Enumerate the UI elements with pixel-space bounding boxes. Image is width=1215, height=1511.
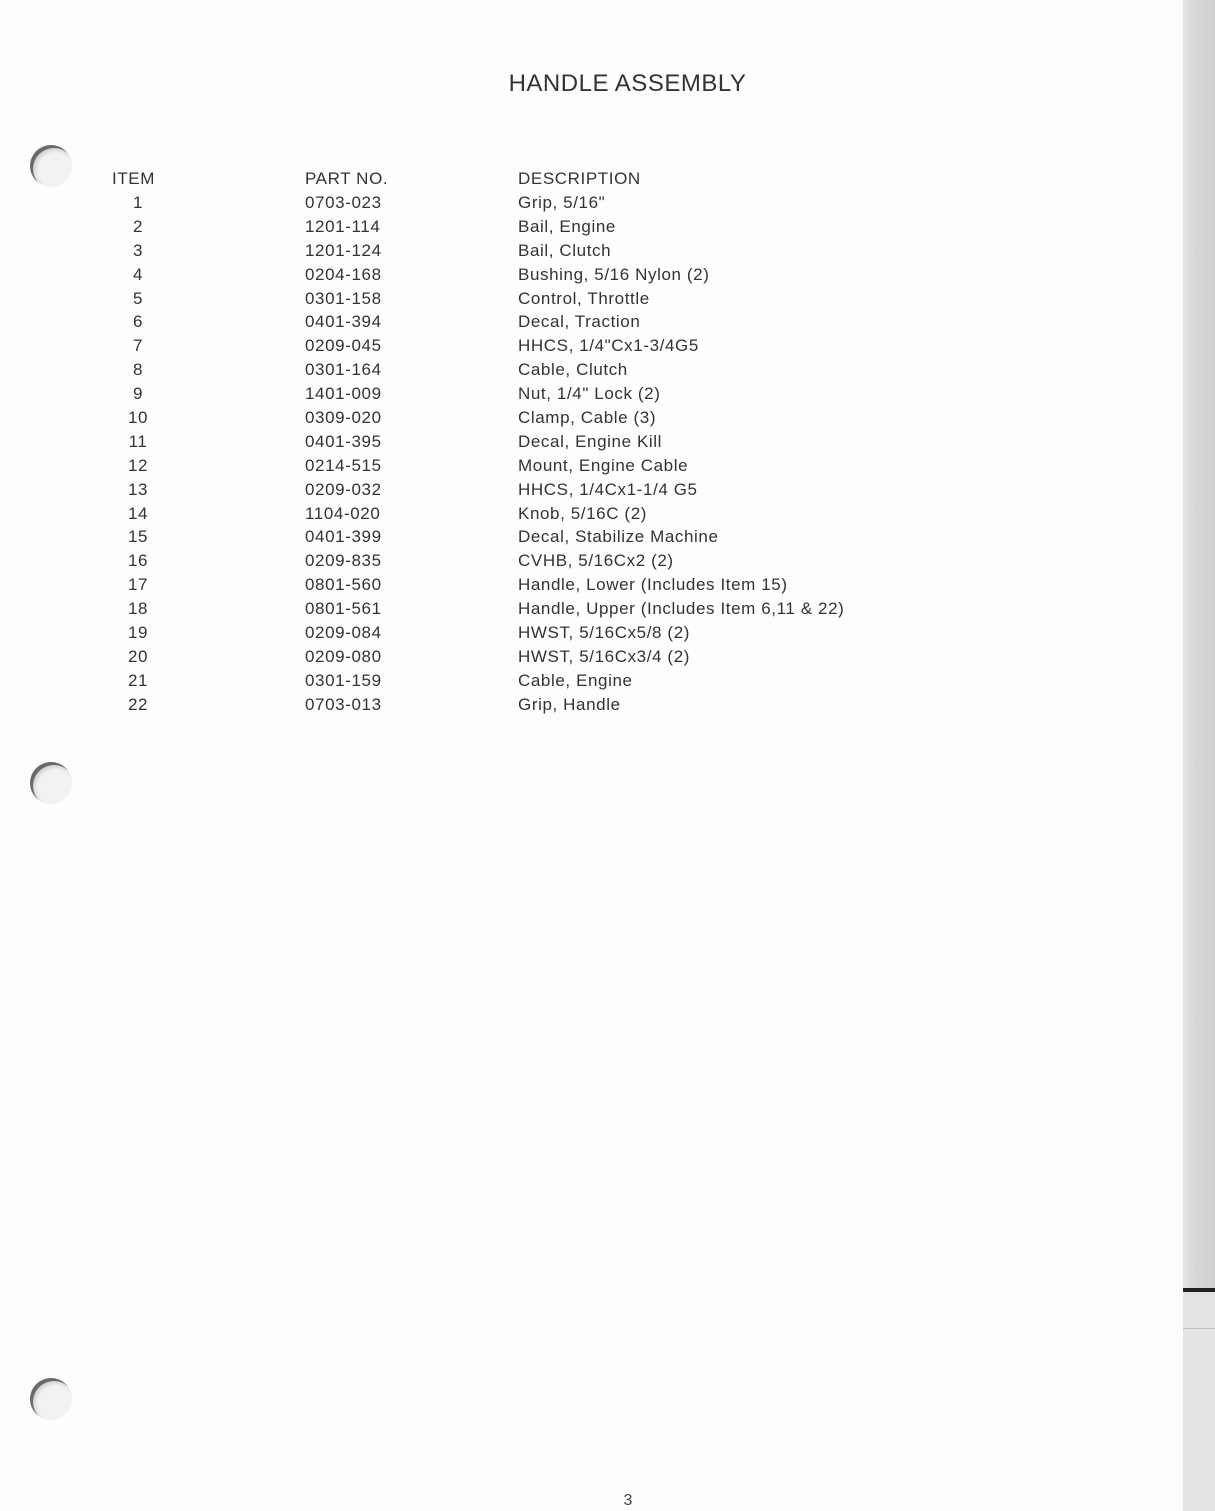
table-row <box>0 456 1100 480</box>
part-number: 0301-164 <box>305 360 382 380</box>
table-row <box>0 599 1100 623</box>
parts-table <box>0 193 1100 719</box>
table-row <box>0 551 1100 575</box>
item-number: 17 <box>127 575 149 595</box>
part-description: Grip, 5/16" <box>518 193 606 212</box>
table-row <box>0 289 1100 313</box>
item-number: 21 <box>127 670 149 690</box>
page-number: 3 <box>623 1492 633 1509</box>
part-description: Decal, Traction <box>518 312 641 332</box>
part-number: 1201-124 <box>305 240 382 260</box>
part-number: 0209-032 <box>305 479 382 499</box>
table-row <box>0 241 1100 265</box>
part-description: HHCS, 1/4Cx1-1/4 G5 <box>518 479 698 499</box>
part-number: 0401-399 <box>305 527 382 547</box>
table-row <box>0 575 1100 599</box>
item-number: 10 <box>127 408 149 428</box>
part-number: 0301-159 <box>305 670 382 690</box>
item-number: 8 <box>132 360 144 380</box>
part-number: 1401-009 <box>305 384 382 404</box>
table-row <box>0 432 1100 456</box>
part-description: Decal, Stabilize Machine <box>518 527 719 547</box>
table-row <box>0 265 1100 289</box>
part-number: 0703-013 <box>305 694 382 714</box>
punch-hole-middle <box>30 762 72 804</box>
part-number: 0214-515 <box>305 455 382 475</box>
part-number: 0401-395 <box>305 431 382 451</box>
part-description: HWST, 5/16Cx3/4 (2) <box>518 646 691 666</box>
item-number: 6 <box>132 312 144 332</box>
part-number: 0209-835 <box>305 551 382 571</box>
part-description: Nut, 1/4" Lock (2) <box>518 384 661 404</box>
column-header-item: ITEM <box>112 169 156 188</box>
part-number: 1104-020 <box>305 503 381 523</box>
item-number: 22 <box>127 694 149 714</box>
item-number: 3 <box>132 240 144 260</box>
item-number: 16 <box>127 551 149 571</box>
part-description: Bail, Engine <box>518 216 616 236</box>
page-edge-shadow <box>1183 0 1215 1511</box>
edge-mark-thin <box>1183 1328 1215 1329</box>
part-description: Cable, Clutch <box>518 360 628 380</box>
item-number: 13 <box>127 479 149 499</box>
part-number: 0801-561 <box>305 599 382 619</box>
part-description: Grip, Handle <box>518 694 621 714</box>
table-row <box>0 360 1100 384</box>
item-number: 4 <box>132 264 144 284</box>
part-number: 0309-020 <box>305 408 382 428</box>
part-description: Bushing, 5/16 Nylon (2) <box>518 264 710 284</box>
column-header-part-no: PART NO. <box>305 169 389 188</box>
column-header-description: DESCRIPTION <box>518 169 641 188</box>
item-number: 5 <box>132 288 144 308</box>
part-description: Knob, 5/16C (2) <box>518 503 648 523</box>
part-description: Handle, Lower (Includes Item 15) <box>518 575 788 595</box>
part-number: 0204-168 <box>305 264 382 284</box>
part-description: CVHB, 5/16Cx2 (2) <box>518 551 674 571</box>
item-number: 20 <box>127 646 149 666</box>
part-description: Control, Throttle <box>518 288 650 308</box>
part-description: Mount, Engine Cable <box>518 455 689 475</box>
part-description: Clamp, Cable (3) <box>518 408 657 428</box>
table-row <box>0 384 1100 408</box>
part-description: HWST, 5/16Cx5/8 (2) <box>518 623 691 643</box>
item-number: 11 <box>128 431 148 451</box>
table-row <box>0 312 1100 336</box>
item-number: 1 <box>132 193 144 212</box>
part-description: Decal, Engine Kill <box>518 431 663 451</box>
part-description: Handle, Upper (Includes Item 6,11 & 22) <box>518 599 845 619</box>
table-row <box>0 695 1100 719</box>
page-edge-lower <box>1183 1290 1215 1511</box>
part-number: 1201-114 <box>305 216 381 236</box>
part-number: 0209-080 <box>305 646 382 666</box>
table-row <box>0 623 1100 647</box>
item-number: 18 <box>127 599 149 619</box>
table-row <box>0 217 1100 241</box>
part-number: 0401-394 <box>305 312 382 332</box>
item-number: 9 <box>132 384 144 404</box>
table-row <box>0 480 1100 504</box>
part-number: 0703-023 <box>305 193 382 212</box>
part-description: Bail, Clutch <box>518 240 612 260</box>
table-row <box>0 193 1100 217</box>
part-description: Cable, Engine <box>518 670 633 690</box>
table-row <box>0 336 1100 360</box>
part-number: 0801-560 <box>305 575 382 595</box>
part-number: 0209-084 <box>305 623 382 643</box>
table-row <box>0 527 1100 551</box>
table-row <box>0 647 1100 671</box>
edge-mark <box>1183 1288 1215 1292</box>
item-number: 15 <box>127 527 149 547</box>
table-row <box>0 408 1100 432</box>
part-number: 0209-045 <box>305 336 382 356</box>
part-description: HHCS, 1/4"Cx1-3/4G5 <box>518 336 699 356</box>
page-title: HANDLE ASSEMBLY <box>508 70 747 97</box>
item-number: 12 <box>127 455 149 475</box>
item-number: 14 <box>127 503 149 523</box>
punch-hole-top <box>30 145 72 187</box>
item-number: 19 <box>127 623 149 643</box>
table-row <box>0 671 1100 695</box>
part-number: 0301-158 <box>305 288 382 308</box>
table-row <box>0 504 1100 528</box>
item-number: 2 <box>132 216 144 236</box>
item-number: 7 <box>132 336 144 356</box>
punch-hole-bottom <box>30 1378 72 1420</box>
